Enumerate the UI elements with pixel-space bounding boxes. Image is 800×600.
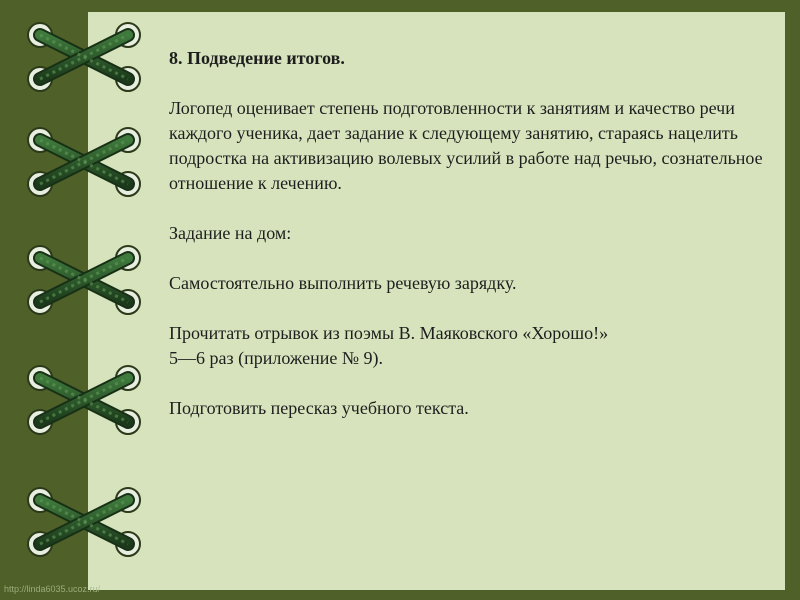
homework-task-1: Самостоятельно выполнить речевую зарядку. [169, 273, 517, 293]
footer-url: http://linda6035.ucoz.ru/ [4, 584, 101, 594]
description-paragraph: Логопед оценивает степень подготовленности к занятиям и качество речи каждого ученика, дает задание к следующему занятию, стараясь нацелить подростка на активизацию волевых усилий в работе над речью, сознательное отношение к лечению. [169, 98, 763, 193]
homework-task-3: Подготовить пересказ учебного текста. [169, 398, 469, 418]
lace-cross [28, 488, 140, 556]
slide-content [169, 46, 769, 421]
lace-cross [28, 246, 140, 314]
lace-cross [28, 366, 140, 434]
homework-task-2-line-1: Прочитать отрывок из поэмы В. Маяковского «Хорошо!» [169, 323, 609, 343]
lace-cross [28, 23, 140, 91]
homework-label: Задание на дом: [169, 223, 292, 243]
homework-task-2-line-2: 5—6 раз (приложение № 9). [169, 348, 384, 368]
section-heading: 8. Подведение итогов. [169, 48, 345, 68]
lace-cross [28, 128, 140, 196]
